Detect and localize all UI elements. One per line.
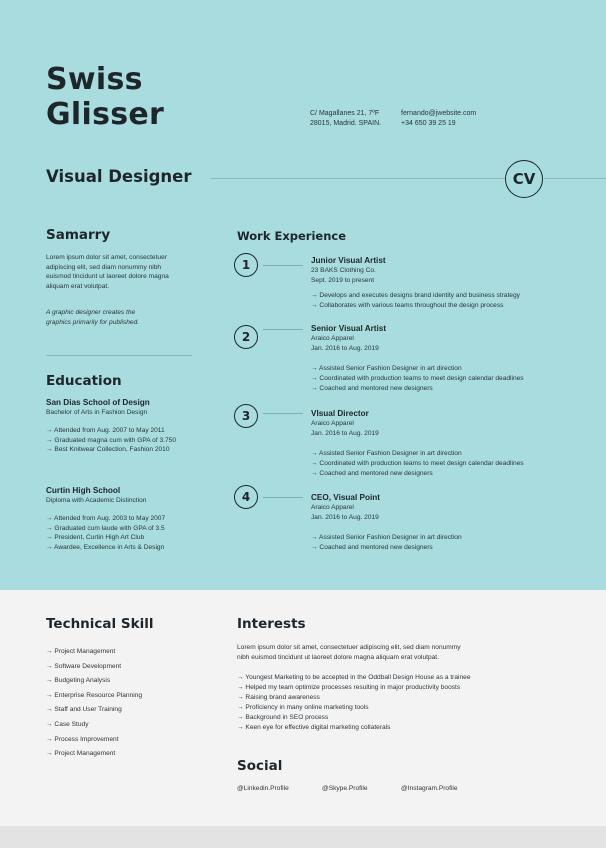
- list-item: → Enterprise Resource Planning: [46, 691, 143, 699]
- job-entry: [311, 493, 601, 553]
- job-title: Senior Visual Artist: [311, 324, 387, 333]
- skills-list: [46, 645, 142, 762]
- list-item: → Best Knitwear Collection, Fashion 2010: [46, 446, 170, 454]
- quote-line: graphics primarily for published.: [46, 318, 140, 326]
- school-points: [46, 426, 226, 456]
- job-period: Jan. 2016 to Aug. 2019: [311, 344, 379, 352]
- list-item: → Project Management: [46, 648, 116, 655]
- email-text: fernando@jwebsite.com: [401, 110, 477, 117]
- job-points: [311, 449, 601, 479]
- list-item: → Staff and User Training: [46, 706, 122, 714]
- footer-band: [0, 826, 606, 848]
- list-item: → President, Curtin High Art Club: [46, 534, 145, 542]
- job-company: Araico Apparel: [311, 335, 354, 342]
- job-points: [311, 291, 601, 311]
- skype-link[interactable]: @Skype.Profile: [322, 785, 368, 792]
- address-block: [310, 109, 381, 129]
- job-connector: [263, 265, 303, 266]
- summary-title: Samarry: [46, 227, 111, 243]
- list-item: → Background in SEO process: [237, 713, 329, 721]
- job-number-badge: 4: [234, 485, 258, 509]
- education-title: Education: [46, 373, 122, 389]
- contact-block: [401, 109, 476, 129]
- list-item: → Process Improvement: [46, 735, 119, 743]
- last-name: Glisser: [46, 97, 165, 132]
- interests-line: Lorem ipsum dolor sit amet, consectetuer adipiscing elit, sed diam nonummy: [237, 644, 461, 651]
- summary-line: Lorem ipsum dolor sit amet, consectetuer: [46, 254, 167, 261]
- phone-text: +34 650 39 25 19: [401, 120, 456, 127]
- list-item: → Graduated magna cum with GPA of 3.750: [46, 436, 176, 444]
- list-item: → Assisted Senior Fashion Designer in art direction: [311, 450, 462, 458]
- skills-title: Technical Skill: [46, 616, 154, 632]
- list-item: → Attended from Aug. 2003 to May 2007: [46, 514, 166, 522]
- summary-line: adipiscing elit, sed diam nonummy nibh: [46, 263, 162, 271]
- list-item: → Keen eye for effective digital marketing collaterals: [237, 723, 391, 731]
- list-item: → Proficiency in many online marketing tools: [237, 703, 369, 711]
- list-item: → Collaborates with various teams throughout the design process: [311, 302, 504, 310]
- list-item: → Case Study: [46, 720, 89, 728]
- job-entry: [311, 409, 601, 479]
- job-company: 23 BAKS Clothing Co.: [311, 267, 376, 274]
- list-item: → Coached and mentored new designers: [311, 544, 433, 552]
- job-number-badge: 2: [234, 325, 258, 349]
- instagram-link[interactable]: @Instagram.Profile: [401, 785, 458, 792]
- job-title: CEO, Visual Point: [311, 493, 381, 502]
- cv-rule-left: [210, 178, 505, 179]
- role-title: Visual Designer: [46, 167, 192, 186]
- list-item: → Project Management: [46, 750, 116, 758]
- job-points: [311, 364, 601, 394]
- summary-quote: [46, 308, 216, 327]
- social-title: Social: [237, 758, 283, 774]
- job-company: Araico Apparel: [311, 504, 354, 511]
- first-name: Swiss: [46, 62, 143, 97]
- job-number-badge: 3: [234, 404, 258, 428]
- job-period: Jan. 2016 to Aug. 2019: [311, 513, 379, 521]
- job-connector: [263, 413, 303, 414]
- school-name: San Dias School of Design: [46, 398, 150, 407]
- school-entry: [46, 398, 226, 455]
- summary-text: [46, 253, 216, 291]
- job-number-badge: 1: [234, 253, 258, 277]
- list-item: → Awardee, Excellence in Arts & Design: [46, 544, 165, 552]
- candidate-name: [46, 62, 164, 132]
- list-item: → Budgeting Analysis: [46, 677, 111, 685]
- summary-line: aliquam erat volutpat.: [46, 282, 110, 290]
- job-entry: [311, 324, 601, 394]
- school-degree: Bachelor of Arts in Fashion Design: [46, 409, 148, 416]
- summary-divider: [46, 355, 192, 356]
- job-points: [311, 533, 601, 553]
- job-period: Jan. 2016 to Aug. 2019: [311, 429, 379, 437]
- list-item: → Assisted Senior Fashion Designer in art direction: [311, 534, 462, 542]
- interests-line: nibh euismod tincidunt ut laoreet dolore magna aliquam erat volutpat.: [237, 653, 439, 661]
- school-degree: Diploma with Academic Distinction: [46, 497, 147, 504]
- list-item: → Youngest Marketing to be accepted in the Oddball Design House as a trainee: [237, 674, 471, 681]
- cv-badge: CV: [505, 160, 543, 198]
- job-period: Sept. 2019 to present: [311, 276, 375, 284]
- list-item: → Graduated cum laude with GPA of 3.5: [46, 524, 165, 532]
- school-entry: [46, 486, 226, 553]
- linkedin-link[interactable]: @Linkedin.Profile: [237, 785, 289, 792]
- interests-list: [237, 673, 471, 732]
- cv-rule-right: [544, 178, 606, 179]
- quote-line: A graphic designer creates the: [46, 309, 136, 316]
- job-connector: [263, 497, 303, 498]
- job-entry: [311, 256, 601, 311]
- job-connector: [263, 329, 303, 330]
- list-item: → Attended from Aug. 2007 to May 2011: [46, 426, 165, 434]
- address-line-2: 28015, Madrid. SPAIN.: [310, 120, 382, 127]
- list-item: → Develops and executes designs brand identity and business strategy: [311, 292, 520, 300]
- school-points: [46, 514, 226, 554]
- school-name: Curtin High School: [46, 486, 121, 495]
- experience-title: Work Experience: [237, 229, 347, 243]
- list-item: → Assisted Senior Fashion Designer in art direction: [311, 365, 462, 373]
- address-line-1: C/ Magallanes 21, 7ºF: [310, 110, 380, 117]
- list-item: → Coordinated with production teams to meet design calendar deadlines: [311, 460, 524, 468]
- list-item: → Coached and mentored new designers: [311, 470, 433, 477]
- list-item: → Coached and mentored new designers: [311, 385, 433, 392]
- job-title: Junior Visual Artist: [311, 256, 386, 265]
- job-title: VIsual Director: [311, 409, 369, 418]
- interests-intro: [237, 643, 587, 662]
- summary-line: euismod tincidunt ut laoreet dolore magna: [46, 273, 169, 281]
- job-company: Araico Apparel: [311, 420, 354, 427]
- interests-title: Interests: [237, 616, 306, 632]
- list-item: → Raising brand awareness: [237, 693, 320, 701]
- list-item: → Software Development: [46, 662, 122, 670]
- list-item: → Coordinated with production teams to meet design calendar deadlines: [311, 375, 524, 383]
- list-item: → Helped my team optimize processes resulting in major productivity boosts: [237, 683, 461, 691]
